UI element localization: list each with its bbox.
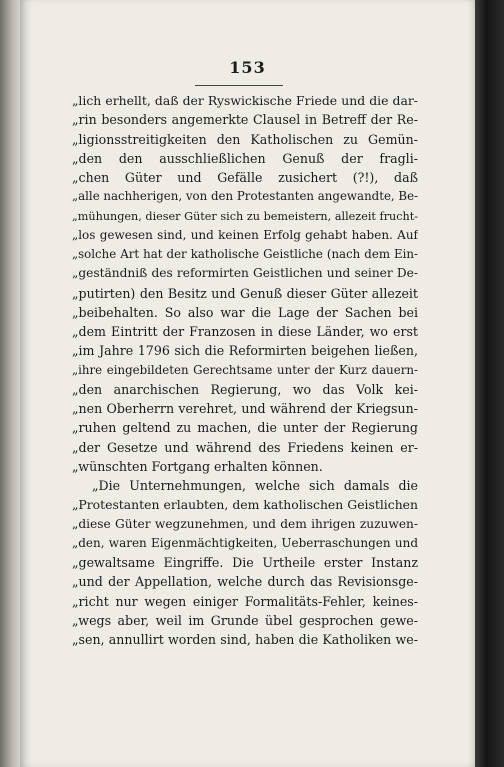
text-line: „dem Eintritt der Franzosen in diese Länder, wo erst: [72, 324, 418, 339]
text-line: „und der Appellation, welche durch das Revisionsge-: [72, 574, 418, 590]
body-text: [72, 91, 418, 649]
text-line: „den, waren Eigenmächtigkeiten, Ueberraschungen und: [72, 535, 418, 550]
text-line: „den anarchischen Regierung, wo das Volk kei-: [72, 381, 418, 397]
text-line: „gewaltsame Eingriffe. Die Urtheile erster Instanz: [72, 555, 418, 570]
text-line: „richt nur wegen einiger Formalitäts-Fehler, keines-: [72, 593, 418, 609]
text-line: „im Jahre 1796 sich die Reformirten beigehen ließen,: [72, 343, 418, 359]
text-line: „sen, annullirt worden sind, haben die Katholiken we-: [72, 632, 418, 647]
text-line: „beibehalten. So also war die Lage der Sachen bei: [72, 304, 418, 320]
text-line: „Protestanten erlaubten, dem katholischen Geistlichen: [72, 497, 418, 513]
text-line: „alle nachherigen, von den Protestanten angewandte, Be-: [72, 189, 418, 204]
text-line: „den den ausschließlichen Genuß der fragli-: [72, 150, 418, 166]
text-line: „wegs aber, weil im Grunde übel gesprochen gewe-: [72, 612, 418, 628]
text-line: „rin besonders angemerkte Clausel in Betreff der Re-: [72, 112, 418, 128]
text-line: „mühungen, dieser Güter sich zu bemeistern, allezeit frucht-: [72, 209, 418, 223]
text-line: „solche Art hat der katholische Geistliche (nach dem Ein-: [72, 247, 418, 261]
text-line: „ligionsstreitigkeiten den Katholischen zu Gemün-: [72, 131, 418, 147]
text-line: „nen Oberherrn verehret, und während der Kriegsun-: [72, 401, 418, 416]
header-rule: [195, 85, 283, 86]
text-line: „chen Güter und Gefälle zusichert (?!), daß: [72, 170, 418, 185]
book-spine: [475, 0, 504, 767]
text-line: „putirten) den Besitz und Genuß dieser Güter allezeit: [72, 285, 418, 301]
text-line: „lich erhellt, daß der Ryswickische Friede und die dar-: [72, 93, 418, 108]
text-line: „der Gesetze und während des Friedens keinen er-: [72, 439, 418, 455]
text-line: „geständniß des reformirten Geistlichen und seiner De-: [72, 266, 418, 281]
page-number: 153: [229, 58, 266, 77]
text-line: „ihre eingebildeten Gerechtsame unter der Kurz dauern-: [72, 362, 418, 377]
text-line: „Die Unternehmungen, welche sich damals die: [92, 478, 418, 493]
text-line: „ruhen geltend zu machen, die unter der Regierung: [72, 420, 418, 436]
text-line: „los gewesen sind, und keinen Erfolg gehabt haben. Auf: [72, 227, 418, 242]
text-line: „diese Güter wegzunehmen, und dem ihrigen zuzuwen-: [72, 516, 418, 531]
facing-page-edge: [0, 0, 20, 767]
text-line: „wünschten Fortgang erhalten können.: [72, 458, 323, 474]
book-page: [20, 0, 475, 767]
